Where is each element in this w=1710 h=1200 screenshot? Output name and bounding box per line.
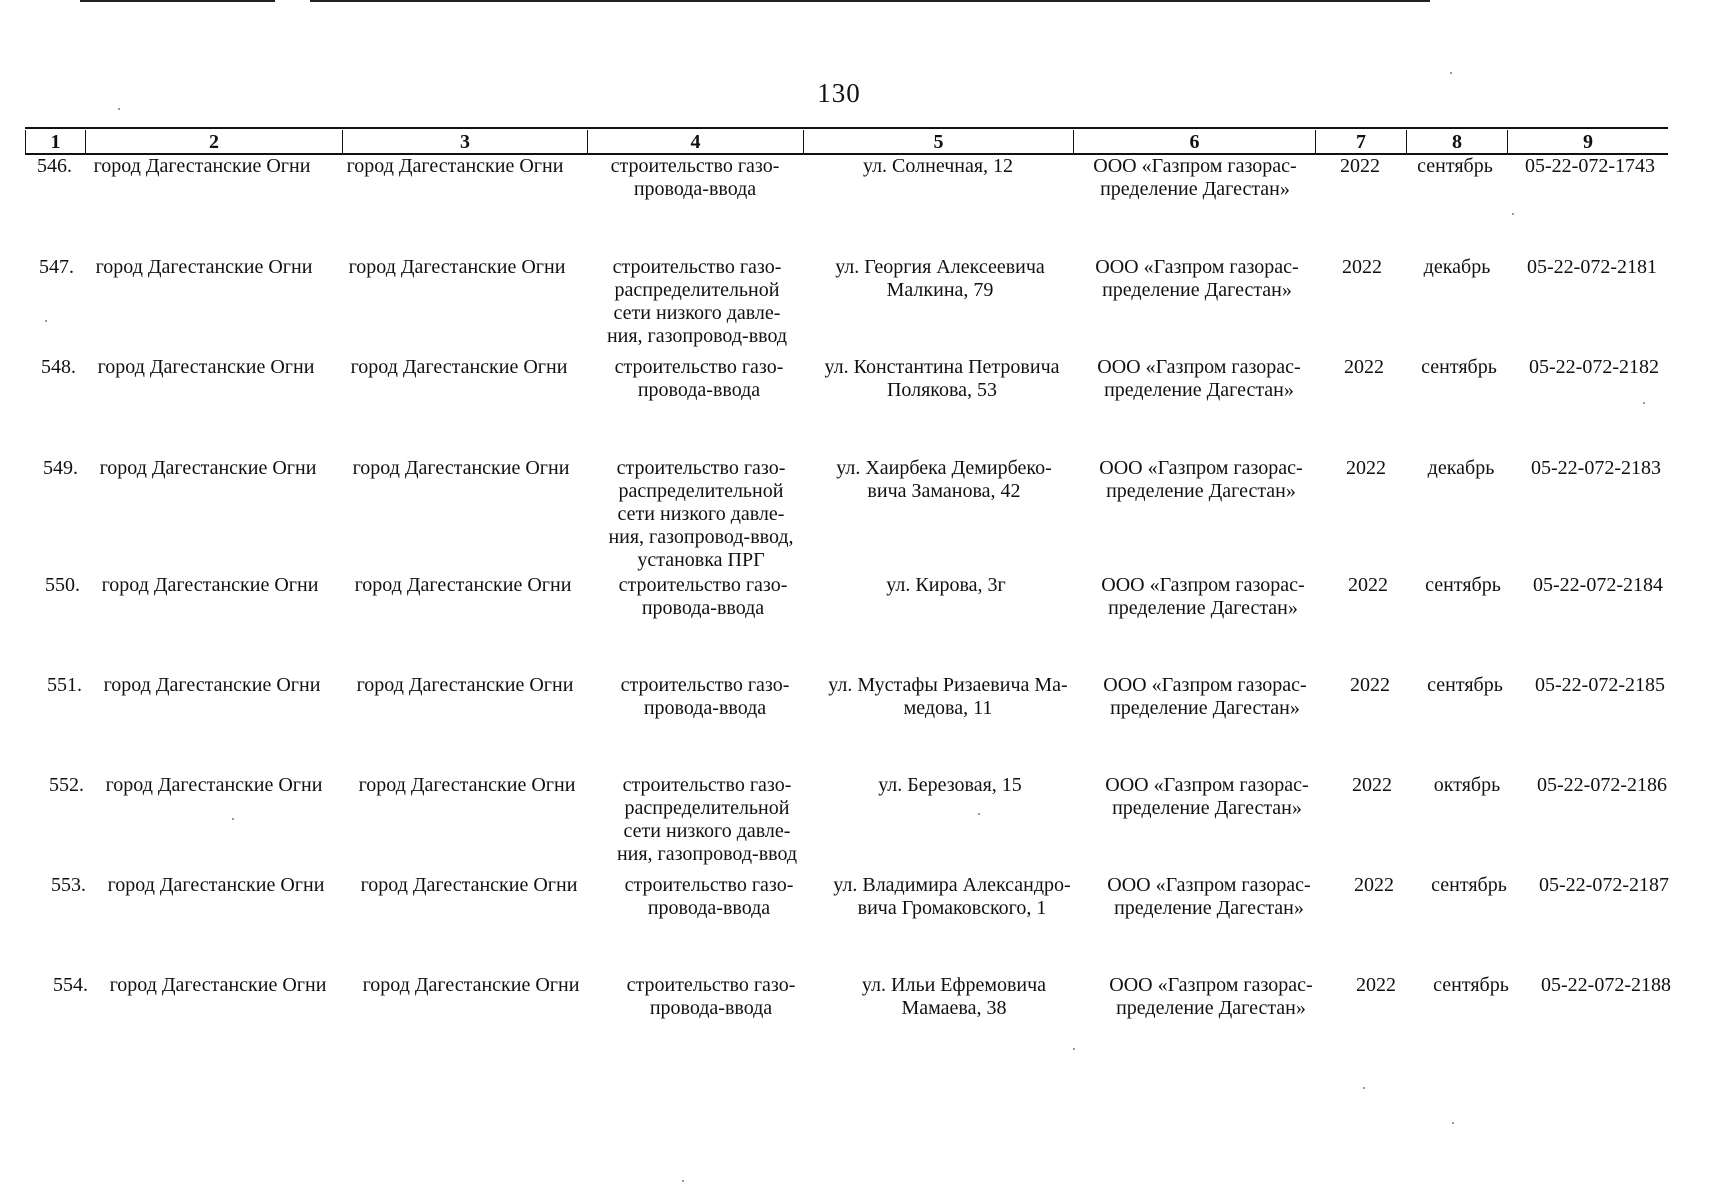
code-cell: 05-22-072-2182 bbox=[1529, 356, 1659, 378]
settlement-cell: город Дагестанские Огни bbox=[95, 256, 313, 278]
organization-cell: ООО «Газпром газорас- пределение Дагестан» bbox=[1093, 155, 1297, 200]
work-description-cell: строительство газо- распределительной сети низкого давле- ния, газопровод-ввод, установка ПРГ bbox=[608, 457, 794, 571]
settlement-cell: город Дагестанские Огни bbox=[99, 457, 317, 479]
settlement-cell: город Дагестанские Огни bbox=[93, 155, 311, 177]
organization-cell: ООО «Газпром газорас- пределение Дагестан» bbox=[1105, 774, 1309, 819]
row-number: 552. bbox=[49, 774, 84, 796]
organization-cell: ООО «Газпром газорас- пределение Дагестан» bbox=[1097, 356, 1301, 401]
column-header-8: 8 bbox=[1406, 130, 1507, 154]
settlement-cell: город Дагестанские Огни bbox=[97, 356, 315, 378]
work-description-cell: строительство газо- провода-ввода bbox=[624, 874, 794, 919]
column-header-4: 4 bbox=[587, 130, 803, 154]
district-cell: город Дагестанские Огни bbox=[346, 155, 564, 177]
settlement-cell: город Дагестанские Огни bbox=[103, 674, 321, 696]
organization-cell: ООО «Газпром газорас- пределение Дагестан» bbox=[1095, 256, 1299, 301]
month-cell: сентябрь bbox=[1417, 155, 1493, 177]
district-cell: город Дагестанские Огни bbox=[348, 256, 566, 278]
address-cell: ул. Георгия Алексеевича Малкина, 79 bbox=[835, 256, 1045, 301]
year-cell: 2022 bbox=[1356, 974, 1396, 996]
month-cell: сентябрь bbox=[1431, 874, 1507, 896]
organization-cell: ООО «Газпром газорас- пределение Дагестан» bbox=[1109, 974, 1313, 1019]
organization-cell: ООО «Газпром газорас- пределение Дагестан» bbox=[1099, 457, 1303, 502]
address-cell: ул. Константина Петровича Полякова, 53 bbox=[824, 356, 1060, 401]
row-number: 548. bbox=[41, 356, 76, 378]
year-cell: 2022 bbox=[1348, 574, 1388, 596]
code-cell: 05-22-072-2181 bbox=[1527, 256, 1657, 278]
organization-cell: ООО «Газпром газорас- пределение Дагестан» bbox=[1103, 674, 1307, 719]
month-cell: сентябрь bbox=[1421, 356, 1497, 378]
district-cell: город Дагестанские Огни bbox=[354, 574, 572, 596]
column-header-3: 3 bbox=[342, 130, 587, 154]
code-cell: 05-22-072-2186 bbox=[1537, 774, 1667, 796]
scan-edge-line bbox=[80, 0, 275, 2]
code-cell: 05-22-072-2183 bbox=[1531, 457, 1661, 479]
column-header-2: 2 bbox=[85, 130, 342, 154]
work-description-cell: строительство газо- провода-ввода bbox=[614, 356, 784, 401]
address-cell: ул. Ильи Ефремовича Мамаева, 38 bbox=[861, 974, 1047, 1019]
code-cell: 05-22-072-2185 bbox=[1535, 674, 1665, 696]
work-description-cell: строительство газо- провода-ввода bbox=[618, 574, 788, 619]
row-number: 553. bbox=[51, 874, 86, 896]
column-header-1: 1 bbox=[25, 130, 85, 154]
work-description-cell: строительство газо- провода-ввода bbox=[620, 674, 790, 719]
year-cell: 2022 bbox=[1344, 356, 1384, 378]
work-description-cell: строительство газо- распределительной сети низкого давле- ния, газопровод-ввод bbox=[606, 256, 788, 347]
row-number: 550. bbox=[45, 574, 80, 596]
row-number: 547. bbox=[39, 256, 74, 278]
organization-cell: ООО «Газпром газорас- пределение Дагестан» bbox=[1101, 574, 1305, 619]
column-header-5: 5 bbox=[803, 130, 1073, 154]
scan-edge-line bbox=[310, 0, 1430, 2]
column-header-7: 7 bbox=[1315, 130, 1406, 154]
district-cell: город Дагестанские Огни bbox=[358, 774, 576, 796]
address-cell: ул. Солнечная, 12 bbox=[862, 155, 1014, 177]
year-cell: 2022 bbox=[1340, 155, 1380, 177]
year-cell: 2022 bbox=[1352, 774, 1392, 796]
row-number: 546. bbox=[37, 155, 72, 177]
work-description-cell: строительство газо- распределительной сети низкого давле- ния, газопровод-ввод bbox=[616, 774, 798, 865]
district-cell: город Дагестанские Огни bbox=[356, 674, 574, 696]
address-cell: ул. Владимира Александро- вича Громаковского, 1 bbox=[833, 874, 1071, 919]
year-cell: 2022 bbox=[1350, 674, 1390, 696]
district-cell: город Дагестанские Огни bbox=[360, 874, 578, 896]
code-cell: 05-22-072-2184 bbox=[1533, 574, 1663, 596]
work-description-cell: строительство газо- провода-ввода bbox=[626, 974, 796, 1019]
code-cell: 05-22-072-2187 bbox=[1539, 874, 1669, 896]
row-number: 554. bbox=[53, 974, 88, 996]
address-cell: ул. Кирова, 3г bbox=[886, 574, 1006, 596]
month-cell: октябрь bbox=[1433, 774, 1501, 796]
year-cell: 2022 bbox=[1346, 457, 1386, 479]
month-cell: декабрь bbox=[1423, 256, 1491, 278]
work-description-cell: строительство газо- провода-ввода bbox=[610, 155, 780, 200]
page-number: 130 bbox=[817, 78, 861, 108]
code-cell: 05-22-072-1743 bbox=[1525, 155, 1655, 177]
address-cell: ул. Хаирбека Демирбеко- вича Заманова, 42 bbox=[836, 457, 1052, 502]
district-cell: город Дагестанские Огни bbox=[352, 457, 570, 479]
month-cell: декабрь bbox=[1427, 457, 1495, 479]
column-header-6: 6 bbox=[1073, 130, 1315, 154]
organization-cell: ООО «Газпром газорас- пределение Дагестан» bbox=[1107, 874, 1311, 919]
month-cell: сентябрь bbox=[1433, 974, 1509, 996]
month-cell: сентябрь bbox=[1427, 674, 1503, 696]
row-number: 551. bbox=[47, 674, 82, 696]
table-header-top-rule bbox=[25, 127, 1668, 129]
year-cell: 2022 bbox=[1342, 256, 1382, 278]
column-header-9: 9 bbox=[1507, 130, 1668, 154]
year-cell: 2022 bbox=[1354, 874, 1394, 896]
row-number: 549. bbox=[43, 457, 78, 479]
settlement-cell: город Дагестанские Огни bbox=[105, 774, 323, 796]
settlement-cell: город Дагестанские Огни bbox=[109, 974, 327, 996]
address-cell: ул. Березовая, 15 bbox=[878, 774, 1022, 796]
code-cell: 05-22-072-2188 bbox=[1541, 974, 1671, 996]
settlement-cell: город Дагестанские Огни bbox=[101, 574, 319, 596]
district-cell: город Дагестанские Огни bbox=[350, 356, 568, 378]
address-cell: ул. Мустафы Ризаевича Ма- медова, 11 bbox=[828, 674, 1068, 719]
district-cell: город Дагестанские Огни bbox=[362, 974, 580, 996]
month-cell: сентябрь bbox=[1425, 574, 1501, 596]
settlement-cell: город Дагестанские Огни bbox=[107, 874, 325, 896]
